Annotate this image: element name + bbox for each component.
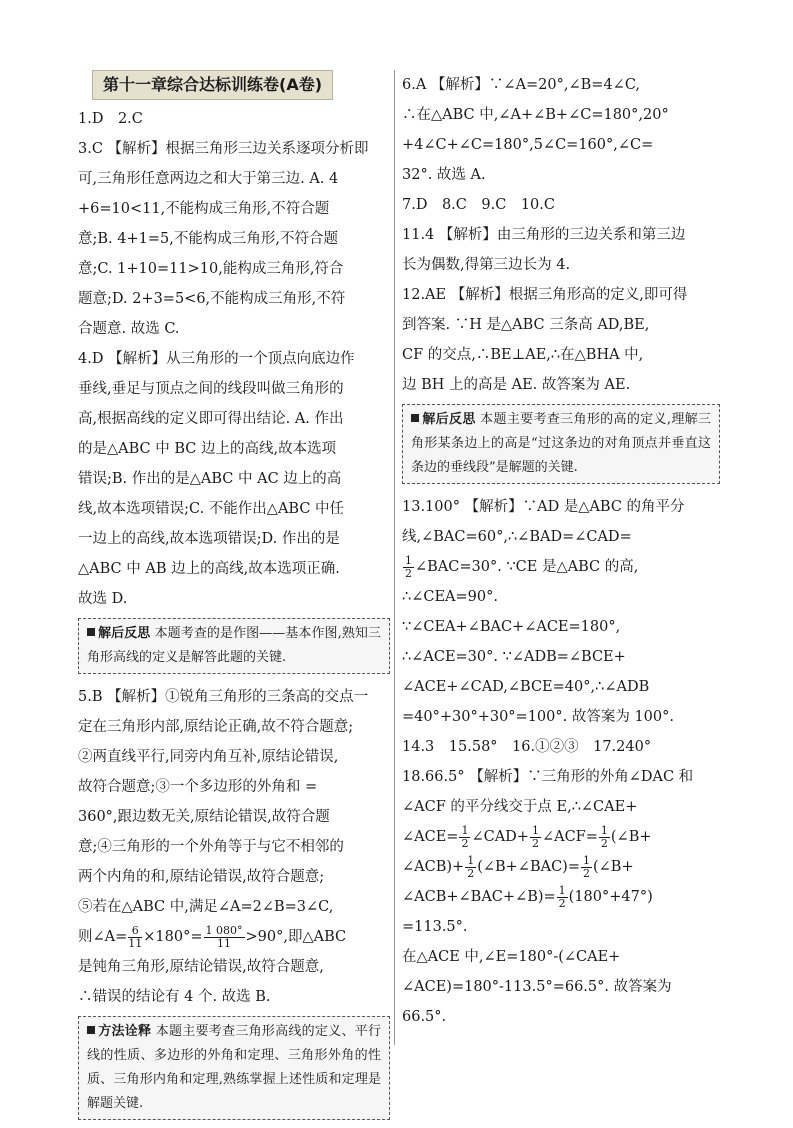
note-text: 本题考查的是作图——基本作图,熟知三角形高线的定义是解答此题的关键. (87, 626, 381, 665)
text-line: 66.5°. (402, 1009, 447, 1025)
text-line: 定在三角形内部,原结论正确,故不符合题意; (78, 719, 354, 735)
answer-q3 (78, 134, 390, 344)
text-line: 高,根据高线的定义即可得出结论. A. 作出 (78, 411, 344, 427)
answer-q12 (402, 280, 720, 400)
text-segment: ×180°= (143, 929, 203, 945)
fraction (599, 825, 610, 850)
text-line: 垂线,垂足与顶点之间的线段叫做三角形的 (78, 381, 344, 397)
text-line: 360°,跟边数无关,原结论错误,故符合题 (78, 809, 330, 825)
text-line: 一边上的高线,故本选项错误;D. 作出的是 (78, 531, 340, 547)
denominator: 2 (467, 866, 475, 880)
text-line: 意;B. 4+1=5,不能构成三角形,不符合题 (78, 231, 338, 247)
answer-q13 (402, 492, 720, 732)
text-line: ∴∠CEA=90°. (402, 589, 498, 605)
text-line: 两个内角的和,原结论错误,故符合题意; (78, 869, 325, 885)
answer-q4 (78, 344, 390, 614)
denominator: 2 (600, 836, 608, 850)
text-segment: ∠ACF= (541, 829, 598, 845)
text-line: CF 的交点,∴BE⊥AE,∴在△BHA 中, (402, 347, 644, 363)
text-line: 是钝角三角形,原结论错误,故符合题意, (78, 959, 324, 975)
text-line: 故选 D. (78, 591, 128, 607)
text-line: ∠ACE+∠CAD,∠BCE=40°,∴∠ADB (402, 679, 650, 695)
text-line: ∴在△ABC 中,∠A+∠B+∠C=180°,20° (402, 107, 669, 123)
text-segment: (∠B+ (592, 859, 634, 875)
text-line: △ABC 中 AB 边上的高线,故本选项正确. (78, 561, 340, 577)
denominator: 2 (461, 836, 469, 850)
fraction-line (78, 922, 390, 952)
denominator: 11 (128, 936, 143, 950)
chapter-title: 第十一章综合达标训练卷(A卷) (92, 70, 333, 100)
text-line: 14.3 15.58° 16.①②③ 17.240° (402, 739, 652, 755)
numerator: 1 (467, 853, 475, 867)
text-line: 故符合题意;③一个多边形的外角和 = (78, 779, 318, 795)
right-column (402, 70, 720, 1032)
denominator: 2 (582, 866, 590, 880)
fraction (204, 925, 245, 950)
reflection-note (402, 404, 720, 484)
text-line: =113.5°. (402, 919, 468, 935)
text-segment: (180°+47°) (568, 889, 653, 905)
numerator: 1 (531, 823, 539, 837)
fraction-line (402, 822, 720, 852)
text-line: ⑤若在△ABC 中,满足∠A=2∠B=3∠C, (78, 899, 334, 915)
text-segment: 则∠A= (78, 929, 128, 945)
answer-q1-q2 (78, 104, 390, 134)
text-line: 18.66.5° 【解析】∵三角形的外角∠DAC 和 (402, 769, 694, 785)
square-bullet-icon (87, 628, 95, 636)
text-line: ∴错误的结论有 4 个. 故选 B. (78, 989, 271, 1005)
note-heading: 方法诠释 (98, 1024, 152, 1039)
numerator: 1 (405, 553, 412, 567)
fraction (557, 885, 568, 910)
denominator: 2 (405, 566, 412, 580)
text-line: 错误;B. 作出的是△ABC 中 AC 边上的高 (78, 471, 342, 487)
text-line: 意;④三角形的一个外角等于与它不相邻的 (78, 839, 344, 855)
text-segment: ∠ACB)+ (402, 859, 465, 875)
fraction (465, 855, 476, 880)
answer-q14-q17 (402, 732, 720, 762)
fraction (128, 925, 142, 950)
method-note (78, 1016, 390, 1120)
text-line: 6.A 【解析】∵∠A=20°,∠B=4∠C, (402, 77, 641, 93)
note-heading: 解后反思 (98, 626, 151, 641)
text-line: 题意;D. 2+3=5<6,不能构成三角形,不符 (78, 291, 346, 307)
text-segment: ∠ACB+∠BAC+∠B)= (402, 889, 556, 905)
denominator: 2 (558, 896, 566, 910)
text-line: ∠ACF 的平分线交于点 E,∴∠CAE+ (402, 799, 638, 815)
text-line: 12.AE 【解析】根据三角形高的定义,即可得 (402, 287, 688, 303)
text-line: 线,故本选项错误;C. 不能作出△ABC 中任 (78, 501, 345, 517)
numerator: 6 (128, 925, 142, 938)
text-line: 1.D 2.C (78, 111, 143, 127)
text-line: 在△ACE 中,∠E=180°-(∠CAE+ (402, 949, 621, 965)
text-line: 长为偶数,得第三边长为 4. (402, 257, 571, 273)
text-line: 意;C. 1+10=11>10,能构成三角形,符合 (78, 261, 344, 277)
note-text: 本题主要考查三角形高线的定义、平行线的性质、多边形的外角和定理、三角形外角的性质、三角形内角和定理,熟练掌握上述性质和定理是解题关键. (87, 1024, 381, 1111)
reflection-note (78, 618, 390, 674)
text-line: 合题意. 故选 C. (78, 321, 180, 337)
text-segment: ∠ACE= (402, 829, 459, 845)
text-line: 32°. 故选 A. (402, 167, 486, 183)
fraction-line (402, 552, 720, 582)
text-segment: (∠B+ (610, 829, 652, 845)
denominator: 2 (531, 836, 539, 850)
fraction (459, 825, 470, 850)
text-line: 边 BH 上的高是 AE. 故答案为 AE. (402, 377, 631, 393)
text-line: 5.B 【解析】①锐角三角形的三条高的交点一 (78, 689, 369, 705)
fraction-line (402, 882, 720, 912)
answer-q11 (402, 220, 720, 280)
text-line: 3.C 【解析】根据三角形三边关系逐项分析即 (78, 141, 369, 157)
text-line: 11.4 【解析】由三角形的三边关系和第三边 (402, 227, 686, 243)
text-line: 到答案. ∵H 是△ABC 三条高 AD,BE, (402, 317, 650, 333)
text-line: ②两直线平行,同旁内角互补,原结论错误, (78, 749, 339, 765)
denominator: 11 (217, 936, 232, 950)
text-line: =40°+30°+30°=100°. 故答案为 100°. (402, 709, 674, 725)
text-line: +6=10<11,不能构成三角形,不符合题 (78, 201, 330, 217)
text-line: 4.D 【解析】从三角形的一个顶点向底边作 (78, 351, 355, 367)
answer-q7-q10 (402, 190, 720, 220)
numerator: 1 080° (205, 923, 243, 937)
numerator: 1 (582, 853, 590, 867)
note-heading: 解后反思 (422, 412, 476, 427)
fraction-line (402, 852, 720, 882)
text-line: 线,∠BAC=60°,∴∠BAD=∠CAD= (402, 529, 632, 545)
fraction (530, 825, 541, 850)
answer-q18 (402, 762, 720, 1032)
square-bullet-icon (87, 1026, 95, 1034)
text-line: +4∠C+∠C=180°,5∠C=160°,∠C= (402, 137, 654, 153)
numerator: 1 (558, 883, 566, 897)
column-divider (394, 70, 395, 1045)
fraction (403, 555, 414, 580)
text-segment: (∠B+∠BAC)= (477, 859, 580, 875)
square-bullet-icon (411, 414, 419, 422)
text-line: 7.D 8.C 9.C 10.C (402, 197, 555, 213)
text-line: ∵∠CEA+∠BAC+∠ACE=180°, (402, 619, 621, 635)
text-segment: >90°,即△ABC (245, 929, 347, 945)
text-segment: ∠CAD+ (471, 829, 529, 845)
fraction (581, 855, 592, 880)
text-line: 可,三角形任意两边之和大于第三边. A. 4 (78, 171, 339, 187)
text-segment: ∠BAC=30°. ∵CE 是△ABC 的高, (415, 559, 639, 575)
numerator: 1 (600, 823, 608, 837)
text-line: 13.100° 【解析】∵AD 是△ABC 的角平分 (402, 499, 685, 515)
note-text: 本题主要考查三角形的高的定义,理解三角形某条边上的高是“过这条边的对角顶点并垂直这条边的垂线段”是解题的关键. (411, 412, 711, 475)
text-line: 的是△ABC 中 BC 边上的高线,故本选项 (78, 441, 337, 457)
numerator: 1 (461, 823, 469, 837)
answer-q5 (78, 682, 390, 1012)
text-line: ∴∠ACE=30°. ∵∠ADB=∠BCE+ (402, 649, 626, 665)
left-column (78, 70, 390, 1128)
answer-q6 (402, 70, 720, 190)
text-line: ∠ACE)=180°-113.5°=66.5°. 故答案为 (402, 979, 672, 995)
